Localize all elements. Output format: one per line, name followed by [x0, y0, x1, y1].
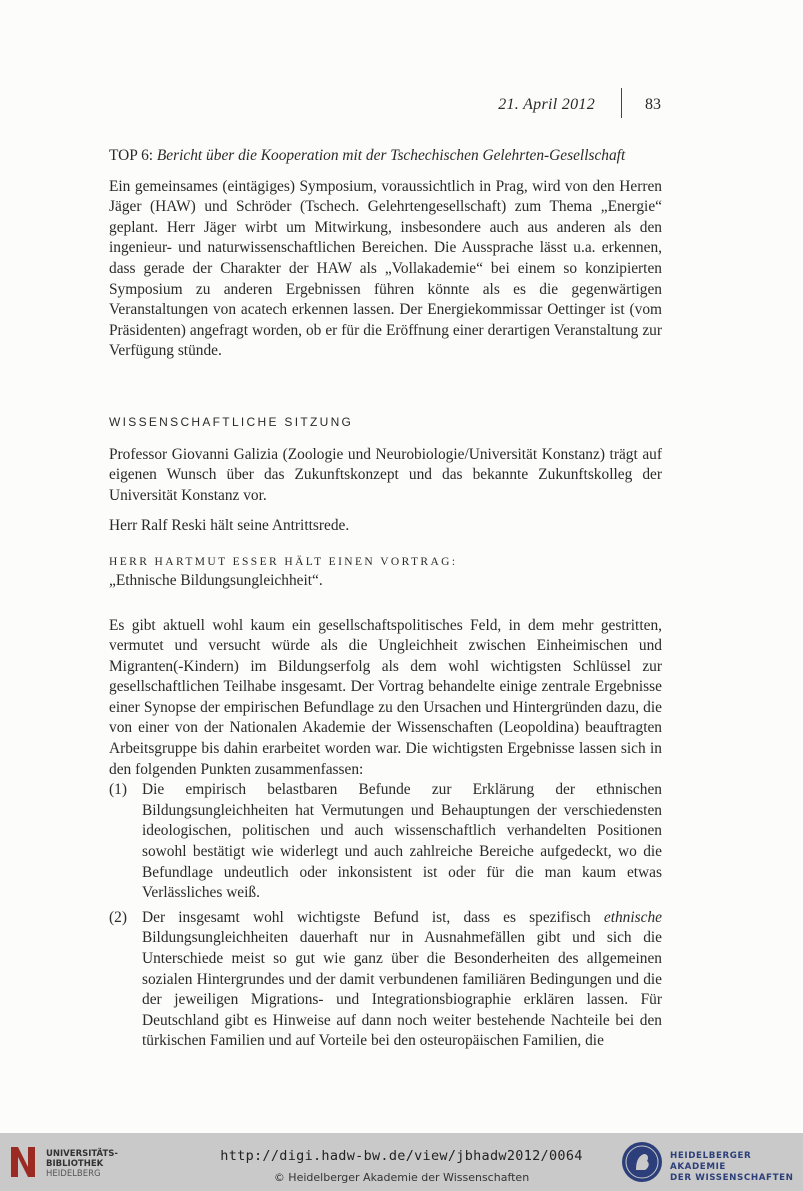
top6-title: Bericht über die Kooperation mit der Tschechischen Gelehrten-Gesellschaft	[156, 147, 626, 164]
section-heading: WISSENSCHAFTLICHE SITZUNG	[109, 414, 354, 429]
top6-body: Ein gemeinsames (eintägiges) Symposium, voraussichtlich in Prag, wird von den Herren Jäger (HAW) und Schröder (Tschech. Gelehrtengesellschaft) zum Thema „Energie“ geplant. Herr Jäger wirbt um Mitwirkung, insbesondere auch aus anderen als den ingenieur- und naturwissenschaftlichen Bereichen. Die Aussprache lässt u.a. erkennen, dass gerade der Charakter der HAW als „Vollakademie“ bei einem so konzipierten Symposium zu anderen Ergebnissen führen könnte als es die gegenwärtigen Veranstaltungen von acatech erkennen lassen. Der Energiekommissar Oettinger ist (vom Präsidenten) angefragt worden, ob er für die Eröffnung einer derartigen Veranstaltung zur Verfügung stünde.	[109, 177, 662, 360]
copyright-notice: © Heidelberger Akademie der Wissenschaften	[273, 1171, 530, 1184]
talk-intro: Es gibt aktuell wohl kaum ein gesellschaftspolitisches Feld, in dem mehr gestritten, vermutet und versucht würde als die Ungleichheit zwischen Einheimischen und Migranten(-Kindern) im Bildungserfolg als dem wohl wichtigsten Schlüssel zur gesellschaftlichen Teilhabe insgesamt. Der Vortrag behandelte einige zentrale Ergebnisse einer Synopse der empirischen Befundlage zu den Ursachen und Hintergründen dazu, die von einer von der Nationalen Akademie der Wissenschaften (Leopoldina) beauftragten Arbeitsgruppe bis dahin erarbeitet worden war. Die wichtigsten Ergebnisse lassen sich in den folgenden Punkten zusammenfassen:	[109, 616, 662, 778]
list-item-text: Die empirisch belastbaren Befunde zur Erklärung der ethnischen Bildungsungleichheiten hat Vermutungen und Behauptungen der verschiedensten ideologischen, politischen und auch wissenschaftlich verhandelten Positionen sowohl bestätigt wie widerlegt und auch zahlreiche Bereiche aufgedeckt, wo die Befundlage undeutlich oder inkonsistent ist oder für die man kaum etwas Verlässliches weiß.	[142, 781, 662, 902]
list-item	[109, 908, 662, 1052]
top6-label: TOP 6:	[109, 147, 154, 164]
header-divider	[621, 88, 622, 118]
footer-bar	[0, 1133, 803, 1191]
list-item-text-after: Bildungsungleichheiten dauerhaft nur in Ausnahmefällen gibt und sich die Unterschiede meist so gut wie ganz über die Besonderheiten des allgemeinen sozialen Hintergrundes und der damit verbundenen familiären Bedingungen und die der jeweiligen Migrations- und Integrationsbiographie erklären lassen. Für Deutschland gibt es Hinweise auf dann noch weiter bestehende Nachteile bei den türkischen Familien und auf Vorteile bei den osteuropäischen Familien, die	[142, 929, 662, 1050]
paragraph-galizia: Professor Giovanni Galizia (Zoologie und Neurobiologie/Universität Konstanz) trägt auf eigenen Wunsch über das Zukunftskonzept und das bekannte Zukunftskolleg der Universität Konstanz vor.	[109, 445, 662, 504]
header-date: 21. April 2012	[498, 96, 595, 113]
talk-speaker: HERR HARTMUT ESSER HÄLT EINEN VORTRAG:	[109, 555, 458, 568]
page-number: 83	[645, 96, 661, 113]
list-item-text-before: Der insgesamt wohl wichtigste Befund ist, dass es spezifisch	[142, 908, 604, 926]
list-item-emphasis: ethnische	[603, 908, 662, 926]
haw-logo-line1: HEIDELBERGER AKADEMIE	[670, 1151, 752, 1172]
haw-seal-icon	[620, 1140, 664, 1184]
findings-list	[109, 780, 662, 1052]
list-item-number: (2)	[109, 908, 127, 926]
permalink-url[interactable]: http://digi.hadw-bw.de/view/jbhadw2012/0064	[220, 1148, 583, 1164]
running-header	[0, 96, 803, 118]
paragraph-reski: Herr Ralf Reski hält seine Antrittsrede.	[109, 517, 350, 535]
talk-title: „Ethnische Bildungsungleichheit“.	[109, 571, 323, 589]
page-content	[109, 146, 662, 1052]
list-item-number: (1)	[109, 781, 127, 799]
haw-logo-text	[670, 1151, 800, 1184]
list-item	[109, 780, 662, 904]
ub-logo-line3: HEIDELBERG	[46, 1169, 101, 1179]
ub-logo-line2: BIBLIOTHEK	[46, 1159, 104, 1169]
haw-logo[interactable]	[620, 1140, 800, 1184]
haw-logo-line2: DER WISSENSCHAFTEN	[670, 1173, 794, 1183]
top6-heading	[109, 146, 662, 167]
ub-logo-line1: UNIVERSITÄTS-	[46, 1149, 118, 1159]
